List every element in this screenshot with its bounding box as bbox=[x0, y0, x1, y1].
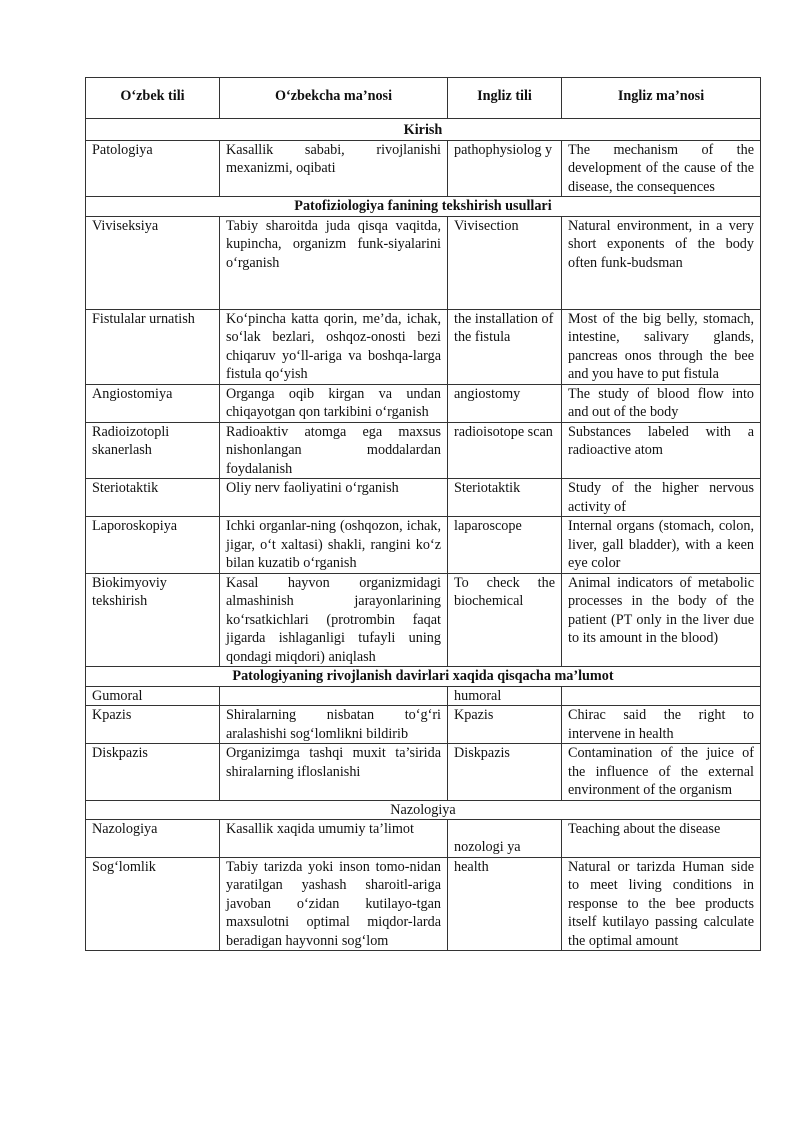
english-term: humoral bbox=[448, 686, 562, 706]
english-term: the installation of the fistula bbox=[448, 309, 562, 384]
uzbek-term: Radioizotopli skanerlash bbox=[86, 422, 220, 479]
table-row bbox=[86, 309, 761, 384]
english-meaning: Teaching about the disease bbox=[562, 820, 761, 858]
uzbek-term: Biokimyoviy tekshirish bbox=[86, 573, 220, 667]
english-term: Vivisection bbox=[448, 216, 562, 309]
header-english-meaning: Ingliz ma’nosi bbox=[562, 78, 761, 119]
uzbek-term: Diskpazis bbox=[86, 744, 220, 801]
english-term: Steriotaktik bbox=[448, 479, 562, 517]
section-title-usullar: Patofiziologiya fanining tekshirish usullari bbox=[86, 197, 761, 217]
uzbek-term: Fistulalar urnatish bbox=[86, 309, 220, 384]
section-row bbox=[86, 197, 761, 217]
table-row bbox=[86, 573, 761, 667]
glossary-table bbox=[85, 77, 761, 951]
uzbek-meaning: Organga oqib kirgan va undan chiqayotgan qon tarkibini o‘rganish bbox=[220, 384, 448, 422]
table-row bbox=[86, 140, 761, 197]
table-row bbox=[86, 216, 761, 309]
section-row bbox=[86, 119, 761, 141]
uzbek-meaning: Radioaktiv atomga ega maxsus nishonlangan moddalardan foydalanish bbox=[220, 422, 448, 479]
english-term: To check the biochemical bbox=[448, 573, 562, 667]
uzbek-meaning: Ichki organlar-ning (oshqozon, ichak, jigar, o‘t xaltasi) shakli, rangini ko‘z bilan kuzatib o‘rganish bbox=[220, 517, 448, 574]
english-meaning: Animal indicators of metabolic processes in the body of the patient (PT only in the liver due to its amount in the blood) bbox=[562, 573, 761, 667]
uzbek-meaning: Kasal hayvon organizmidagi almashinish jarayonlarining ko‘rsatkichlari (protrombin faqat jigarda ishlaganligi tufayli uning qondagi miqdori) aniqlash bbox=[220, 573, 448, 667]
header-uzbek-term: O‘zbek tili bbox=[86, 78, 220, 119]
document-page bbox=[85, 77, 760, 951]
table-row bbox=[86, 384, 761, 422]
english-meaning: Chirac said the right to intervene in health bbox=[562, 706, 761, 744]
uzbek-meaning: Organizimga tashqi muxit ta’sirida shiralarning ifloslanishi bbox=[220, 744, 448, 801]
uzbek-term: Laporoskopiya bbox=[86, 517, 220, 574]
english-meaning: Natural environment, in a very short exponents of the body often funk-budsman bbox=[562, 216, 761, 309]
uzbek-meaning bbox=[220, 686, 448, 706]
english-term: laparoscope bbox=[448, 517, 562, 574]
table-row bbox=[86, 479, 761, 517]
uzbek-meaning: Kasallik xaqida umumiy ta’limot bbox=[220, 820, 448, 858]
section-title-davrlar: Patologiyaning rivojlanish davirlari xaqida qisqacha ma’lumot bbox=[86, 667, 761, 687]
section-title-kirish: Kirish bbox=[86, 119, 761, 141]
english-meaning bbox=[562, 686, 761, 706]
english-meaning: Study of the higher nervous activity of bbox=[562, 479, 761, 517]
header-row bbox=[86, 78, 761, 119]
header-uzbek-meaning: O‘zbekcha ma’nosi bbox=[220, 78, 448, 119]
english-term: Kpazis bbox=[448, 706, 562, 744]
uzbek-term: Steriotaktik bbox=[86, 479, 220, 517]
uzbek-term: Gumoral bbox=[86, 686, 220, 706]
uzbek-meaning: Shiralarning nisbatan to‘g‘ri aralashishi sog‘lomlikni bildirib bbox=[220, 706, 448, 744]
table-row bbox=[86, 857, 761, 951]
uzbek-meaning: Tabiy tarizda yoki inson tomo-nidan yaratilgan yashash sharoitl-ariga javoban o‘zidan kutilayo-tgan maxsulotni optimal miqdor-larda beradigan hayvonni sog‘lom bbox=[220, 857, 448, 951]
uzbek-term: Patologiya bbox=[86, 140, 220, 197]
table-row bbox=[86, 686, 761, 706]
uzbek-term: Nazologiya bbox=[86, 820, 220, 858]
english-meaning: Contamination of the juice of the influence of the external environment of the organism bbox=[562, 744, 761, 801]
section-row bbox=[86, 800, 761, 820]
uzbek-meaning: Kasallik sababi, rivojlanishi mexanizmi, oqibati bbox=[220, 140, 448, 197]
uzbek-meaning: Tabiy sharoitda juda qisqa vaqitda, kupincha, organizm funk-siyalarini o‘rganish bbox=[220, 216, 448, 309]
table-row bbox=[86, 820, 761, 858]
uzbek-term: Viviseksiya bbox=[86, 216, 220, 309]
english-meaning: Internal organs (stomach, colon, liver, gall bladder), with a keen eye color bbox=[562, 517, 761, 574]
english-term: radioisotope scan bbox=[448, 422, 562, 479]
english-meaning: Substances labeled with a radioactive atom bbox=[562, 422, 761, 479]
table-row bbox=[86, 706, 761, 744]
english-term: angiostomy bbox=[448, 384, 562, 422]
header-english-term: Ingliz tili bbox=[448, 78, 562, 119]
english-term: health bbox=[448, 857, 562, 951]
uzbek-meaning: Ko‘pincha katta qorin, me’da, ichak, so‘lak bezlari, oshqoz-onosti bezi chiqaruv yo‘ll-ariga va boshqa-larga fistula qo‘yish bbox=[220, 309, 448, 384]
section-row bbox=[86, 667, 761, 687]
uzbek-term: Sog‘lomlik bbox=[86, 857, 220, 951]
english-meaning: Most of the big belly, stomach, intestine, salivary glands, pancreas onos through the bee and you have to put fistula bbox=[562, 309, 761, 384]
table-row bbox=[86, 517, 761, 574]
english-meaning: The study of blood flow into and out of the body bbox=[562, 384, 761, 422]
english-meaning: The mechanism of the development of the cause of the disease, the consequences bbox=[562, 140, 761, 197]
english-meaning: Natural or tarizda Human side to meet living conditions in response to the bee products itself kutilayo passing calculate the optimal amount bbox=[562, 857, 761, 951]
english-term: nozologi ya bbox=[448, 820, 562, 858]
english-term: Diskpazis bbox=[448, 744, 562, 801]
uzbek-term: Kpazis bbox=[86, 706, 220, 744]
section-title-nazologiya: Nazologiya bbox=[86, 800, 761, 820]
table-row bbox=[86, 422, 761, 479]
uzbek-meaning: Oliy nerv faoliyatini o‘rganish bbox=[220, 479, 448, 517]
uzbek-term: Angiostomiya bbox=[86, 384, 220, 422]
table-row bbox=[86, 744, 761, 801]
english-term: pathophysiolog y bbox=[448, 140, 562, 197]
